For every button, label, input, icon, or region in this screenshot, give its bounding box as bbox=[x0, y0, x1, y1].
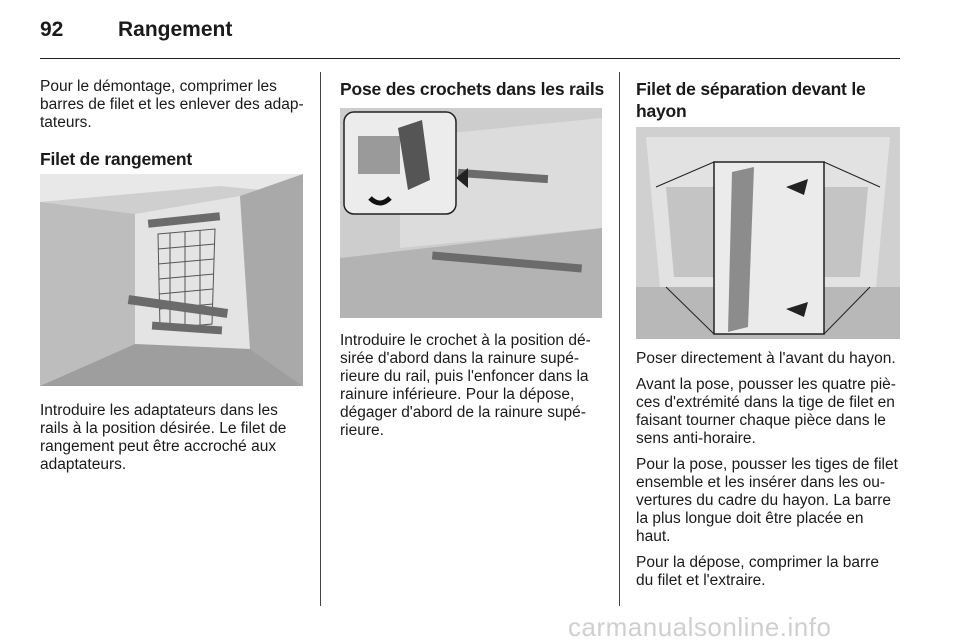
hook-caption-line-6: rieure. bbox=[340, 422, 384, 439]
column-2 bbox=[340, 78, 612, 100]
net-para-1: Poser directement à l'avant du hayon. bbox=[636, 350, 896, 367]
net-para-3-line-2: ensemble et les insérer dans les ou- bbox=[636, 474, 885, 491]
column-3 bbox=[636, 78, 900, 122]
header-rule bbox=[40, 58, 900, 59]
section-heading-crochets: Pose des crochets dans les rails bbox=[340, 79, 605, 99]
net-para-3-line-3: vertures du cadre du hayon. La barre bbox=[636, 492, 892, 509]
caption-line-2: rails à la position désirée. Le filet de bbox=[40, 420, 287, 437]
hook-caption-line-2: sirée d'abord dans la rainure supé- bbox=[340, 350, 580, 367]
hook-caption-line-4: rainure inférieure. Pour la dépose, bbox=[340, 386, 575, 403]
column-divider-2 bbox=[619, 72, 620, 606]
caption-line-4: adaptateurs. bbox=[40, 456, 127, 473]
net-para-3-line-1: Pour la pose, pousser les tiges de filet bbox=[636, 456, 898, 473]
intro-line-1: Pour le démontage, comprimer les bbox=[40, 78, 277, 95]
net-para-2-line-4: sens anti-horaire. bbox=[636, 430, 756, 447]
storage-net-illustration bbox=[40, 174, 303, 386]
net-para-3-line-5: haut. bbox=[636, 528, 671, 545]
tailgate-net-illustration bbox=[636, 127, 900, 339]
hook-caption-line-3: rieure du rail, puis l'enfoncer dans la bbox=[340, 368, 589, 385]
column-2-caption bbox=[340, 332, 612, 440]
column-3-text bbox=[636, 350, 906, 590]
section-heading-filet-separation-2: hayon bbox=[636, 101, 687, 121]
net-para-2-line-3: faisant tourner chaque pièce dans le bbox=[636, 412, 886, 429]
caption-line-3: rangement peut être accroché aux bbox=[40, 438, 277, 455]
column-1 bbox=[40, 72, 310, 170]
column-divider-1 bbox=[320, 72, 321, 606]
section-heading-filet-rangement: Filet de rangement bbox=[40, 149, 192, 169]
page-number: 92 bbox=[40, 18, 64, 41]
watermark-text: carmanualsonline.info bbox=[568, 612, 832, 642]
intro-line-2: barres de filet et les enlever des adap- bbox=[40, 96, 304, 113]
net-para-4-line-2: du filet et l'extraire. bbox=[636, 572, 766, 589]
hook-caption-line-1: Introduire le crochet à la position dé- bbox=[340, 332, 591, 349]
page-title: Rangement bbox=[118, 18, 233, 41]
net-para-4-line-1: Pour la dépose, comprimer la barre bbox=[636, 554, 879, 571]
net-para-2-line-2: ces d'extrémité dans la tige de filet en bbox=[636, 394, 895, 411]
column-1-caption bbox=[40, 402, 310, 474]
intro-line-3: tateurs. bbox=[40, 114, 92, 131]
hook-caption-line-5: dégager d'abord de la rainure supé- bbox=[340, 404, 586, 421]
net-para-2-line-1: Avant la pose, pousser les quatre piè- bbox=[636, 376, 896, 393]
net-para-3-line-4: la plus longue doit être placée en bbox=[636, 510, 864, 527]
hook-rail-illustration bbox=[340, 108, 602, 318]
caption-line-1: Introduire les adaptateurs dans les bbox=[40, 402, 278, 419]
section-heading-filet-separation-1: Filet de séparation devant le bbox=[636, 79, 866, 99]
